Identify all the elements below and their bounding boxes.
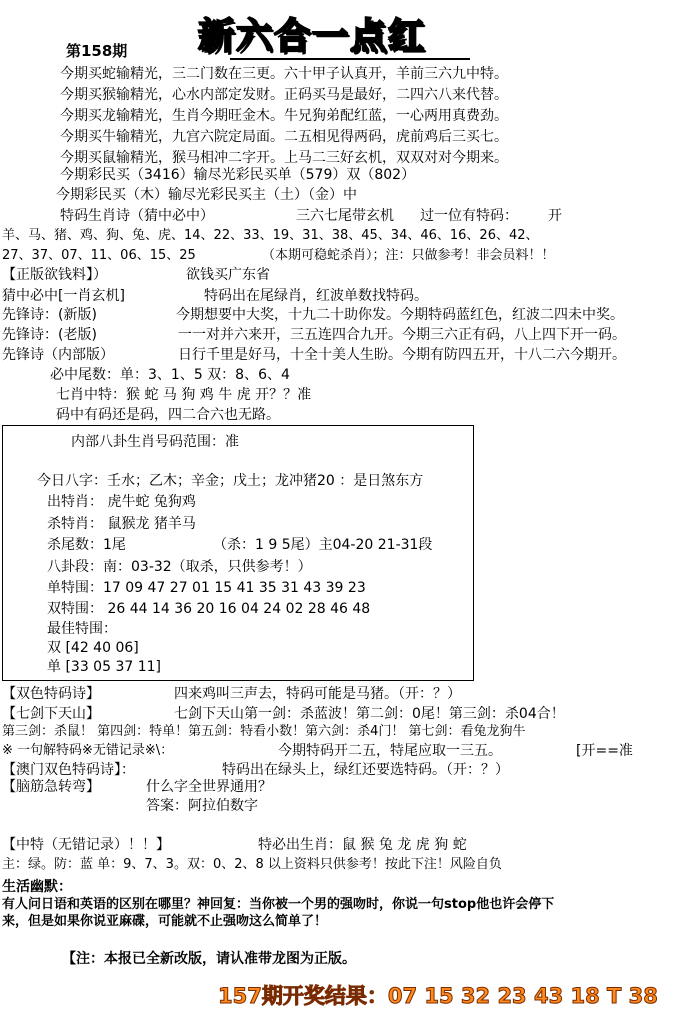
zhengban-text: 欲钱买广东省 <box>186 267 270 283</box>
bagua-shuang: 双 [42 40 06] <box>47 640 139 656</box>
bagua-chute: 出特肖： 虎牛蛇 兔狗鸡 <box>47 494 196 510</box>
xianfeng-label: 先锋诗：(新版) <box>2 307 97 323</box>
qijian-line2: 第三剑：杀鼠！ 第四剑：特单！第五剑：特看小数！第六剑：杀4门！ 第七剑：看兔龙狗牛 <box>2 724 526 739</box>
intro-line: 今期彩民买（木）输尽光彩民买主（土）（金）中 <box>56 187 357 203</box>
bagua-duan: 八卦段：南：03-32（取杀，只供参考！） <box>47 559 312 575</box>
caizhong-label: 猜中必中[一肖玄机] <box>2 288 125 304</box>
bagua-title: 内部八卦生肖号码范围：准 <box>71 434 239 450</box>
shuangse-label: 【双色特码诗】 <box>2 686 100 702</box>
page-title: 新六合一点红 <box>198 16 427 57</box>
zhongte-text: 特必出生肖：鼠 猴 兔 龙 虎 狗 蛇 <box>258 837 467 853</box>
zodiac-line: 羊、马、猪、鸡、狗、兔、虎、14、22、33、19、31、38、45、34、46、16、26、42、 <box>2 228 539 243</box>
zhengban-label: 【正版欲钱料】） <box>2 267 107 283</box>
intro-line: 今期彩民买（3416）输尽光彩民买单（579）双（802） <box>60 167 416 183</box>
draw-result: 157期开奖结果：07 15 32 23 43 18 T 38 <box>218 984 658 1008</box>
bagua-dan: 单 [33 05 37 11] <box>47 659 161 675</box>
footer-note: 【注：本报已全新改版，请认准带龙图为正版。 <box>62 951 356 967</box>
number-note: （本期可稳蛇杀肖）；注：只做参考！非会员料！！ <box>262 248 555 263</box>
bagua-shate: 杀特肖： 鼠猴龙 猪羊马 <box>47 516 196 532</box>
aomen-label: 【澳门双色特码诗】： <box>2 762 135 778</box>
bagua-shuangte: 双特围： 26 44 14 36 20 16 04 24 02 28 46 48 <box>47 601 371 617</box>
aomen-text: 特码出在绿头上，绿红还要选特码。（开：？） <box>222 762 509 778</box>
number-line: 27、37、07、11、06、15、25 <box>2 248 196 263</box>
xianfeng-label: 先锋诗：(老版) <box>2 327 97 343</box>
youmo-line1: 有人问日语和英语的区别在哪里？神回复：当你被一个男的强吻时，你说一句stop他也许会停下 <box>2 897 555 912</box>
intro-line: 今期买牛输精光，九宫六院定局面。二五相见得两码，虎前鸡后三买七。 <box>60 129 508 145</box>
intro-line: 今期买鼠输精光，猴马相冲二字开。上马二三好玄机，双双对对今期来。 <box>60 150 508 166</box>
tejin-end: 开 <box>548 208 562 224</box>
naojin-question: 什么字全世界通用？ <box>146 779 272 795</box>
bagua-shaweishu: 杀尾数：1尾 <box>47 537 126 553</box>
issue-number: 第158期 <box>66 42 128 60</box>
youmo-line2: 来，但是如果你说亚麻碟，可能就不止强吻这么简单了！ <box>2 914 328 929</box>
yiju-text: 今期特码开二五，特尾应取一三五。 <box>278 743 502 759</box>
xianfeng-text: 一一对并六来开，三五连四合九开。今期三六正有码，八上四下开一码。 <box>178 327 626 343</box>
xianfeng-text: 今期想要中大奖，十九二十助你发。今期特码蓝红色，红波二四未中奖。 <box>176 307 624 323</box>
qishou: 七肖中特：猴 蛇 马 狗 鸡 牛 虎 开？？准 <box>56 387 312 403</box>
zhu-line: 主：绿。防：蓝 单：9、7、3。双：0、2、8 以上资料只供参考！按此下注！风险自负 <box>2 857 502 872</box>
zhongweishu: 必中尾数：单：3、1、5 双：8、6、4 <box>50 367 290 383</box>
bagua-bazi: 今日八字：壬水；乙木；辛金；戊土；龙冲猪20 ：是日煞东方 <box>37 473 424 489</box>
intro-line: 今期买猴输精光，心水内部定发财。正码买马是最好，二四六八来代替。 <box>60 87 508 103</box>
xianfeng-text: 日行千里是好马，十全十美人生盼。今期有防四五开，十八二六今期开。 <box>178 347 626 363</box>
bagua-shaweishu-note: （杀：1 9 5尾）主04-20 21-31段 <box>213 537 433 553</box>
title-underline <box>230 58 470 60</box>
intro-line: 今期买龙输精光，生肖今期旺金木。牛兄狗弟配红蓝，一心两用真费劲。 <box>60 108 508 124</box>
naojin-answer: 答案：阿拉伯数字 <box>146 798 258 814</box>
caizhong-text: 特码出在尾绿肖，红波单数找特码。 <box>204 288 428 304</box>
shuangse-text: 四来鸡叫三声去，特码可能是马猪。（开：？） <box>174 686 461 702</box>
xianfeng-label: 先锋诗（内部版） <box>2 347 114 363</box>
bagua-box <box>2 425 474 681</box>
bagua-dante: 单特围：17 09 47 27 01 15 41 35 31 43 39 23 <box>47 580 366 596</box>
qijian-label: 【七剑下天山】 <box>2 706 100 722</box>
zhongte-label: 【中特（无错记录）！！】 <box>2 837 170 853</box>
qijian-line1: 七剑下天山第一剑：杀蓝波！第二剑：0尾！第三剑：杀04合！ <box>174 706 565 722</box>
mazhong: 码中有码还是码，四二合六也无路。 <box>56 407 280 423</box>
naojin-label: 【脑筋急转弯】 <box>2 779 100 795</box>
bagua-zuijia: 最佳特围： <box>47 621 117 637</box>
tejin-label: 特码生肖诗（猜中必中） <box>60 208 214 224</box>
yiju-right: [开==准 <box>576 743 633 759</box>
tejin-right: 过一位有特码： <box>420 208 518 224</box>
intro-line: 今期买蛇输精光，三二门数在三更。六十甲子认真开，羊前三六九中特。 <box>60 66 508 82</box>
youmo-label: 生活幽默： <box>2 879 72 895</box>
yiju-label: ※ 一句解特码※无错记录※\： <box>2 743 174 758</box>
tejin-middle: 三六七尾带玄机 <box>296 208 394 224</box>
